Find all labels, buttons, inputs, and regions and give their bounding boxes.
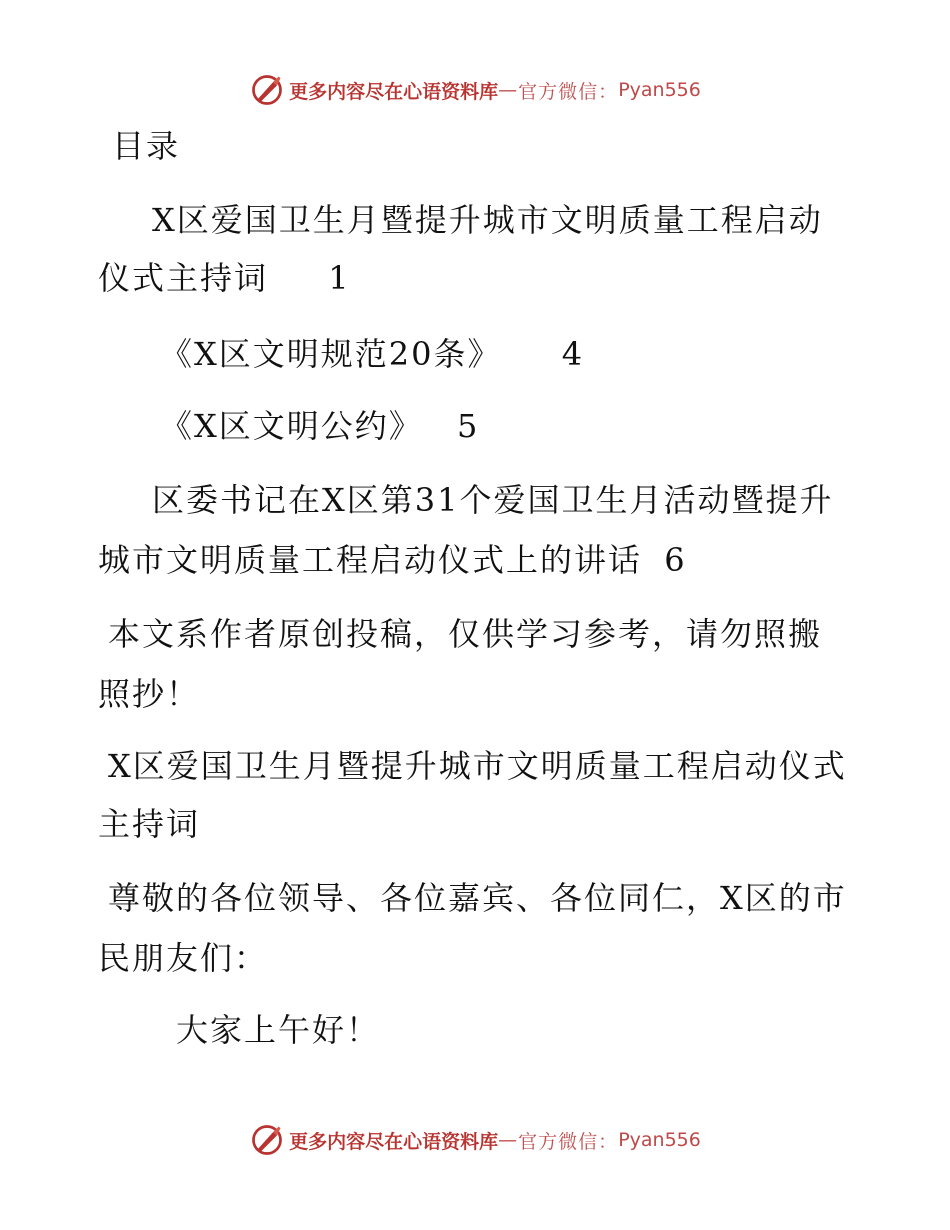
document-heading-line2: 主持词 bbox=[98, 805, 201, 843]
toc-entry-4-page: 6 bbox=[664, 541, 687, 579]
salutation-line2: 民朋友们： bbox=[98, 939, 269, 977]
banner-brand: 更多内容尽在心语资料库 bbox=[289, 80, 499, 103]
toc-entry-1-page: 1 bbox=[328, 259, 351, 297]
toc-entry-2-page: 4 bbox=[561, 335, 585, 373]
banner-account: Pyan556 bbox=[618, 79, 701, 101]
header-banner bbox=[0, 70, 950, 110]
document-heading-line1: X区爱国卫生月暨提升城市文明质量工程启动仪式 bbox=[108, 747, 847, 785]
toc-entry-4-title-end: 城市文明质量工程启动仪式上的讲话 bbox=[98, 541, 643, 579]
toc-entry-1-title-end: 仪式主持词 bbox=[98, 259, 269, 297]
toc-entry-3-title: 《X区文明公约》 bbox=[160, 407, 423, 445]
banner-account: Pyan556 bbox=[618, 1129, 701, 1151]
toc-entry-1-line1: X区爱国卫生月暨提升城市文明质量工程启动 bbox=[152, 201, 823, 239]
toc-entry-1-line2 bbox=[98, 258, 351, 298]
toc-title: 目录 bbox=[112, 127, 181, 165]
toc-entry-2-title: 《X区文明规范20条》 bbox=[160, 335, 502, 373]
banner-brand: 更多内容尽在心语资料库 bbox=[289, 1130, 499, 1153]
toc-entry-4-line1: 区委书记在X区第31个爱国卫生月活动暨提升 bbox=[152, 481, 834, 519]
toc-entry-3-page: 5 bbox=[456, 407, 480, 445]
salutation-line1: 尊敬的各位领导、各位嘉宾、各位同仁，X区的市 bbox=[108, 879, 847, 917]
banner-separator: — bbox=[498, 1129, 519, 1151]
banner-separator: — bbox=[498, 79, 519, 101]
banner-contact-label: 官方微信： bbox=[518, 80, 619, 103]
quill-logo-icon bbox=[249, 1122, 285, 1158]
toc-entry-2 bbox=[160, 334, 584, 374]
notice-line1: 本文系作者原创投稿，仅供学习参考，请勿照搬 bbox=[108, 615, 823, 653]
notice-line2: 照抄！ bbox=[98, 675, 201, 713]
footer-banner bbox=[0, 1120, 950, 1160]
banner-contact-label: 官方微信： bbox=[518, 1130, 619, 1153]
toc-entry-3 bbox=[160, 406, 479, 446]
quill-logo-icon bbox=[249, 72, 285, 108]
toc-entry-4-line2 bbox=[98, 540, 687, 580]
greeting: 大家上午好！ bbox=[176, 1011, 381, 1049]
